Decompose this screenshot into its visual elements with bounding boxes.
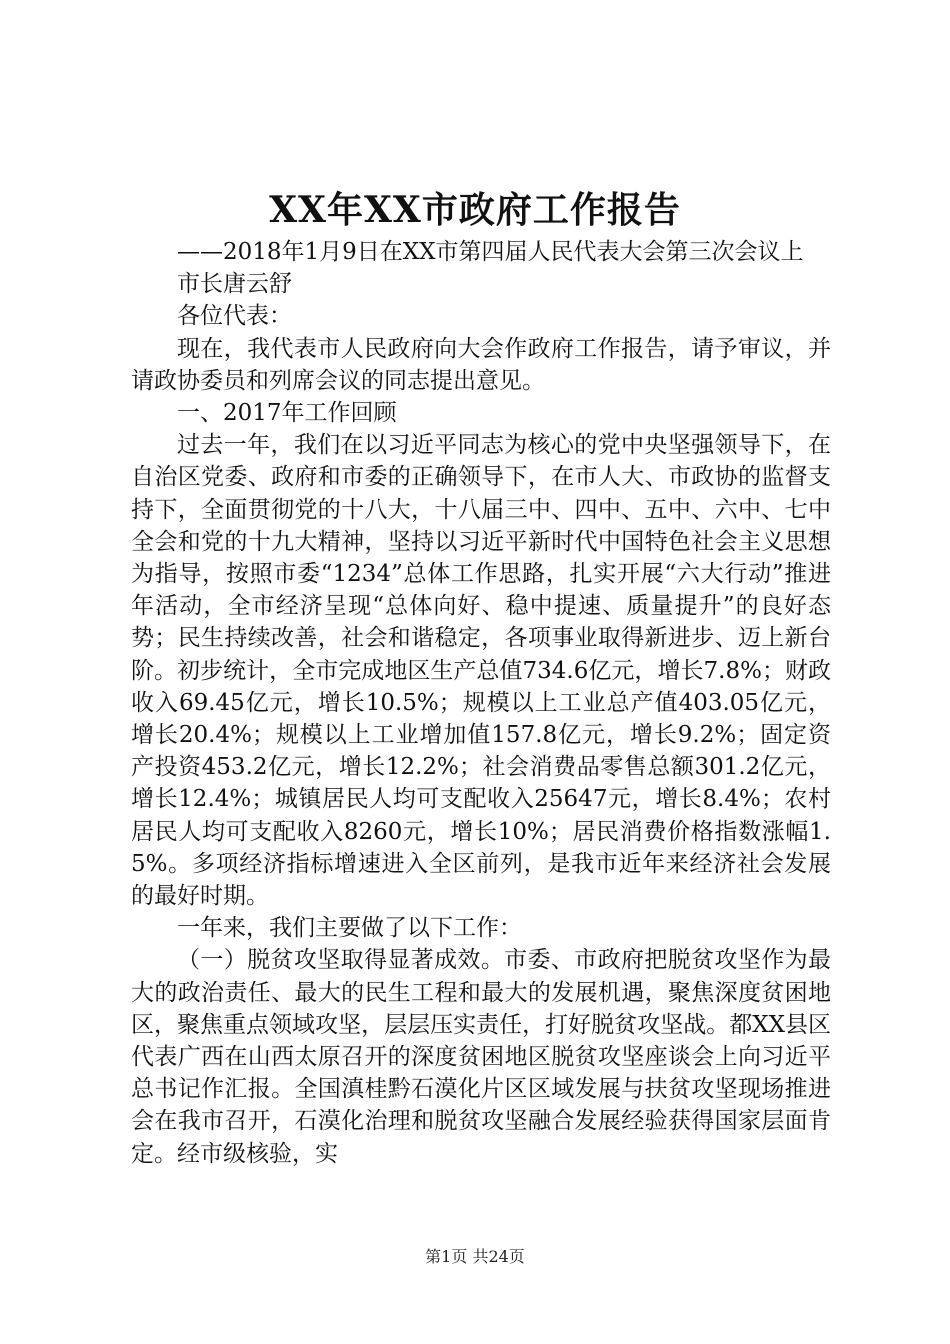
- poverty-paragraph: （一）脱贫攻坚取得显著成效。市委、市政府把脱贫攻坚作为最大的政治责任、最大的民生工程和最大的发展机遇，聚焦深度贫困地区，聚焦重点领域攻坚，层层压实责任，打好脱贫攻坚战。都XX县区代表广西在山西太原召开的深度贫困地区脱贫攻坚座谈会上向习近平总书记作汇报。全国滇桂黔石漠化片区区域发展与扶贫攻坚现场推进会在我市召开，石漠化治理和脱贫攻坚融合发展经验获得国家层面肯定。经市级核验，实: [131, 947, 831, 1167]
- work-intro-paragraph: 一年来，我们主要做了以下工作：: [177, 915, 522, 942]
- document-body: [131, 236, 831, 1170]
- intro-paragraph: 现在，我代表市人民政府向大会作政府工作报告，请予审议，并请政协委员和列席会议的同志提出意见。: [131, 335, 831, 394]
- section-heading: 一、2017年工作回顾: [177, 400, 397, 427]
- subtitle-paragraph: ——2018年1月9日在XX市第四届人民代表大会第三次会议上: [177, 239, 804, 265]
- review-paragraph: 过去一年，我们在以习近平同志为核心的党中央坚强领导下，在自治区党委、政府和市委的正确领导下，在市人大、市政协的监督支持下，全面贯彻党的十八大，十八届三中、四中、五中、六中、七中全会和党的十九大精神，坚持以习近平新时代中国特色社会主义思想为指导，按照市委“1234”总体工作思路，扎实开展“六大行动”推进年活动，全市经济呈现“总体向好、稳中提速、质量提升”的良好态势；民生持续改善，社会和谐稳定，各项事业取得新进步、迈上新台阶。初步统计，全市完成地区生产总值734.6亿元，增长7.8%；财政收入69.45亿元，增长10.5%；规模以上工业总产值403.05亿元，增长20.4%；规模以上工业增加值157.8亿元，增长9.2%；固定资产投资453.2亿元，增长12.2%；社会消费品零售总额301.2亿元，增长12.4%；城镇居民人均可支配收入25647元，增长8.4%；农村居民人均可支配收入8260元，增长10%；居民消费价格指数涨幅1.5%。多项经济指标增速进入全区前列，是我市近年来经济社会发展的最好时期。: [131, 432, 831, 910]
- document-title: XX年XX市政府工作报告: [269, 189, 681, 231]
- page-footer: 第1页 共24页: [425, 1247, 525, 1266]
- speaker-paragraph: 市长唐云舒: [177, 271, 292, 298]
- salutation-paragraph: 各位代表：: [177, 303, 292, 330]
